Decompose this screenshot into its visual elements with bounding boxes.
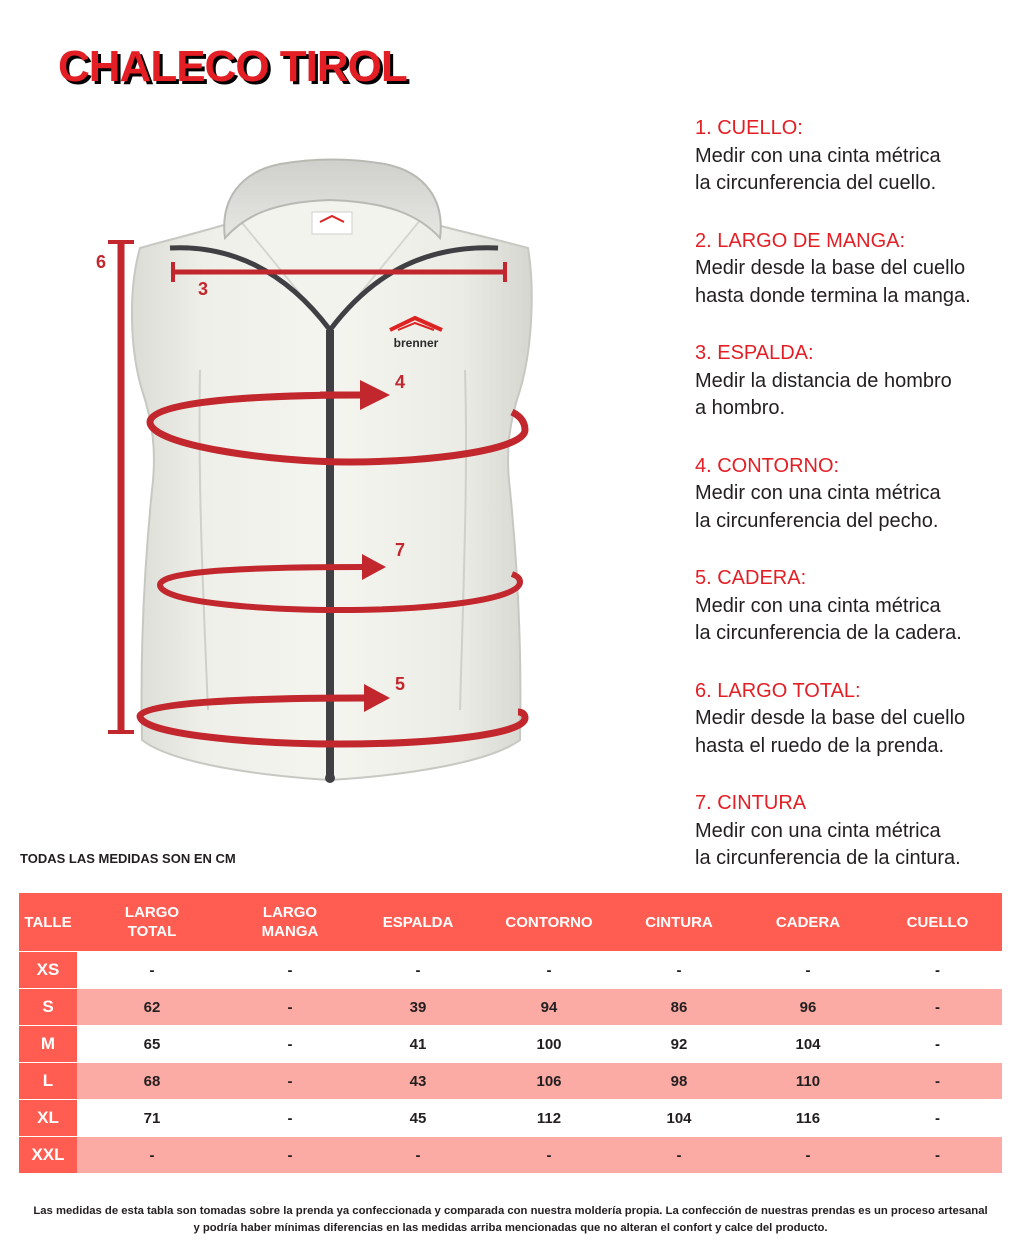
guide-description: Medir desde la base del cuello hasta donde termina la manga. [695,257,971,307]
cell-cuello: - [873,1137,1002,1174]
guide-description: Medir con una cinta métrica la circunferencia del cuello. [695,144,941,194]
table-header-row [19,893,1002,952]
cell-largo-manga: - [227,1063,353,1100]
cell-largo-total: 65 [77,1026,227,1063]
page-title: CHALECO TIROL [58,42,407,91]
cell-cadera: 116 [743,1100,873,1137]
guide-description: Medir con una cinta métrica la circunferencia de la cintura. [695,819,961,869]
guide-description: Medir con una cinta métrica la circunferencia del pecho. [695,482,941,532]
guide-description: Medir con una cinta métrica la circunferencia de la cadera. [695,594,962,644]
header-talle: TALLE [19,893,77,952]
measure-largo-total [96,242,134,732]
cell-largo-total: 71 [77,1100,227,1137]
cell-largo-total: 62 [77,989,227,1026]
table-row [19,1137,1002,1174]
size-label: XXL [19,1137,77,1174]
size-label: XL [19,1100,77,1137]
cell-espalda: 45 [353,1100,483,1137]
guide-heading: 7. CINTURA [695,792,807,814]
cell-contorno: 100 [483,1026,615,1063]
table-row [19,989,1002,1026]
guide-heading: 4. CONTORNO: [695,454,840,477]
header-contorno: CONTORNO [483,893,615,952]
cell-cuello: - [873,989,1002,1026]
header-largo-total: LARGO TOTAL [77,893,227,952]
guide-item-contorno [695,453,1015,536]
cell-contorno: - [483,952,615,989]
cell-contorno: 106 [483,1063,615,1100]
cell-largo-total: 68 [77,1063,227,1100]
table-row [19,1063,1002,1100]
header-cintura: CINTURA [615,893,743,952]
guide-item-cintura [695,790,1015,873]
cell-largo-total: - [77,952,227,989]
cell-largo-manga: - [227,1100,353,1137]
size-label: XS [19,952,77,989]
cell-cadera: 104 [743,1026,873,1063]
guide-heading: 5. CADERA: [695,567,807,589]
marker-7: 7 [395,540,406,560]
footnote: Las medidas de esta tabla son tomadas sobre la prenda ya confeccionada y comparada con nuestra moldería propia. La confección de nuestras prendas es un proceso artesanal y podría haber mínimas diferencias en las medidas arriba mencionadas que no alteran el confort y calce del producto. [33,1205,988,1234]
cell-contorno: 112 [483,1100,615,1137]
cell-contorno: - [483,1137,615,1174]
cell-largo-manga: - [227,1137,353,1174]
header-largo-manga: LARGO MANGA [227,893,353,952]
cell-largo-total: - [77,1137,227,1174]
header-espalda: ESPALDA [353,893,483,952]
marker-6: 6 [96,252,107,272]
table-row [19,1100,1002,1137]
measurement-guide [695,115,1015,903]
marker-4: 4 [395,372,406,392]
table-row [19,952,1002,989]
guide-item-largo-manga [695,228,1015,311]
header-cadera: CADERA [743,893,873,952]
cell-cadera: - [743,1137,873,1174]
vest-illustration [80,150,600,850]
marker-5: 5 [395,674,406,694]
cell-largo-manga: - [227,1026,353,1063]
cell-largo-manga: - [227,989,353,1026]
guide-heading: 2. LARGO DE MANGA: [695,229,906,252]
guide-heading: 3. ESPALDA: [695,342,814,364]
size-table [19,893,1002,1174]
cell-cintura: 104 [615,1100,743,1137]
table-row [19,1026,1002,1063]
guide-item-cuello [695,115,1015,198]
cell-cuello: - [873,1100,1002,1137]
cell-cintura: - [615,952,743,989]
cell-cuello: - [873,1063,1002,1100]
marker-3: 3 [198,279,209,299]
units-note: TODAS LAS MEDIDAS SON EN CM [20,851,236,866]
guide-item-espalda [695,340,1015,423]
cell-cintura: 86 [615,989,743,1026]
cell-contorno: 94 [483,989,615,1026]
cell-cadera: - [743,952,873,989]
cell-cuello: - [873,952,1002,989]
cell-cadera: 110 [743,1063,873,1100]
cell-cintura: 98 [615,1063,743,1100]
guide-description: Medir la distancia de hombro a hombro. [695,369,952,419]
cell-espalda: 41 [353,1026,483,1063]
cell-cintura: 92 [615,1026,743,1063]
cell-cadera: 96 [743,989,873,1026]
guide-item-cadera [695,565,1015,648]
size-label: M [19,1026,77,1063]
brand-logo-text: brenner [393,336,439,350]
cell-cintura: - [615,1137,743,1174]
vest-diagram [80,150,600,850]
cell-espalda: 39 [353,989,483,1026]
guide-item-largo-total [695,678,1015,761]
guide-description: Medir desde la base del cuello hasta el ruedo de la prenda. [695,707,966,757]
cell-espalda: - [353,1137,483,1174]
guide-heading: 1. CUELLO: [695,117,803,139]
size-label: S [19,989,77,1026]
size-label: L [19,1063,77,1100]
header-cuello: CUELLO [873,893,1002,952]
cell-cuello: - [873,1026,1002,1063]
cell-espalda: - [353,952,483,989]
cell-espalda: 43 [353,1063,483,1100]
cell-largo-manga: - [227,952,353,989]
guide-heading: 6. LARGO TOTAL: [695,679,861,702]
